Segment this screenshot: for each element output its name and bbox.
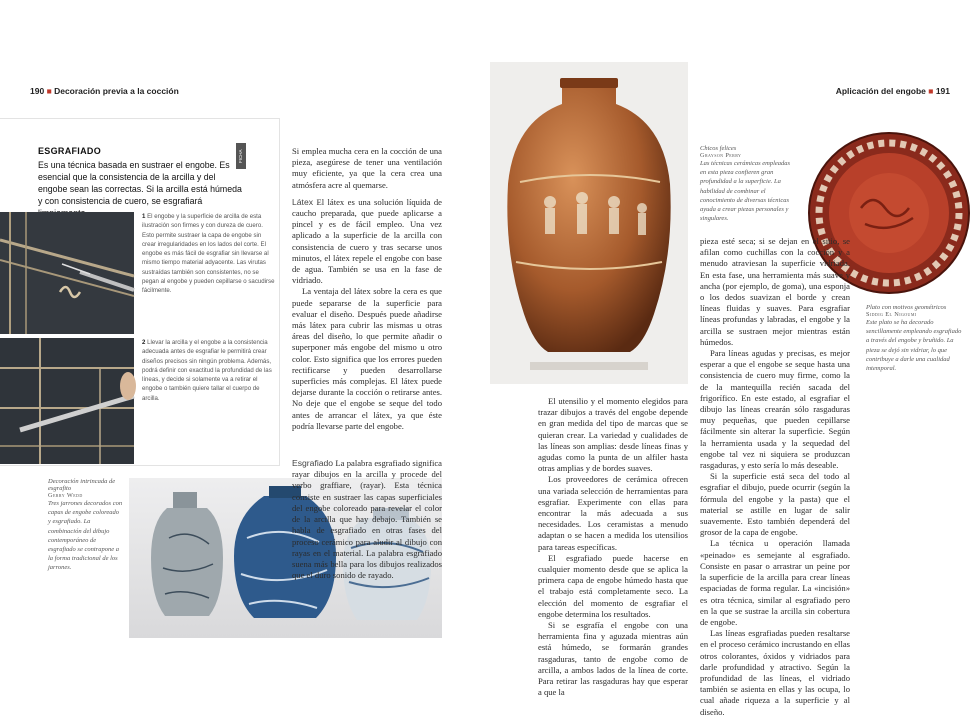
vases-caption-artist: Gerry Wedd — [48, 492, 83, 499]
esgrafiado-term: Esgrafiado — [292, 458, 334, 469]
vases-caption — [48, 478, 123, 573]
latex-paragraph — [292, 197, 442, 287]
right-header-title: Aplicación del engobe — [835, 86, 926, 96]
left-page-number: 190 — [30, 86, 45, 96]
latex-advantage-paragraph: La ventaja del látex sobre la cera es que puede separarse de la superficie para evaluar el diseño. Después puede añadirse más látex para cubrir las mismas u otras áreas del diseño, lo que permite añadir o superponer más engobe del mismo u otro color. Esto significa que los errores pueden rectificarse y pueden desarrollarse superficies más complejas. El látex puede dejarse durante la cocción o retirarse antes. No deje que el engobe se seque del todo antes de arrancar el látex, ya que éste podría llevarse parte del engobe. — [292, 286, 442, 431]
combing-paragraph: La técnica u operación llamada «peinado» es semejante al esgrafiado. Consiste en pasar o arrastrar un peine por la superficie de la arcilla para crear líneas espaciadas de forma regular. La «incisión» es otra técnica, similar al esgrafiado pero en la que se sustrae la arcilla sin cobertura de engobe. — [700, 538, 850, 627]
sharp-lines-paragraph: Para líneas agudas y precisas, es mejor esperar a que el engobe se seque hasta una consistencia de cuero muy firme, como la de la mantequilla recién sacada del frigorífico. En este estado, al esgrafiar el dibujo las líneas crearán sólo rasgaduras muy pequeñas, que pueden cepillarse fácilmente sin alterar la superficie. Según la herramienta usada y la sequedad del engobe tal vez ni siquiera se produzcan rasgaduras, y esto sería lo más deseable. — [700, 348, 850, 471]
left-header-title: Decoración previa a la cocción — [54, 86, 179, 96]
timing-paragraph: El esgrafiado puede hacerse en cualquier momento desde que se aplica la primera capa de engobe húmedo hasta que el trabajo está completamente seco. La elección del momento de esgrafiar el engobe determina los resultados. — [538, 552, 688, 619]
right-page-header — [770, 86, 950, 96]
step-1-text — [142, 212, 276, 296]
left-text-column — [292, 146, 442, 581]
technique-lead: Es una técnica basada en sustraer el engobe. Es esencial que la consistencia de la arcilla y del engobe sean las correctas. Si la arcilla está húmeda y con consistencia de cuero, se esgrafiará — [38, 160, 242, 206]
step-2-number: 2 — [142, 339, 146, 346]
technique-title: ESGRAFIADO — [38, 146, 102, 156]
right-text-column-2 — [700, 236, 850, 718]
perry-caption-artist: Grayson Perry — [700, 152, 742, 159]
right-page-number: 191 — [935, 86, 950, 96]
dry-surface-paragraph: Si la superficie está seca del todo al esgrafiar el dibujo, puede ocurrir (según la fórmula del engobe y la pasta) que el material se astille en lugar de salir suavemente. Esto también dependerá del grosor de la capa de engobe. — [700, 471, 850, 538]
wax-paragraph: Si emplea mucha cera en la cocción de una pieza, asegúrese de tener una ventilación muy eficiente, ya que la cera crea una atmósfera acre al quemarse. — [292, 146, 442, 190]
wet-slip-paragraph: Si se esgrafía el engobe con una herramienta fina y aguzada mientras aún está húmedo, se formarán grandes rasgaduras, tanto de engobe como de arcilla, a ambos lados de la línea de corte. Para retirar las rasgaduras hay que esperar a que la — [538, 620, 688, 698]
right-header-separator: ■ — [928, 86, 934, 96]
plate-caption — [866, 304, 966, 373]
perry-caption-text: Las técnicas cerámicas empleadas en esta pieza confieren gran profundidad a la superficie. La habilidad de combinar el conocimiento de diversas técnicas ayuda a crear piezas personales y singulares. — [700, 160, 791, 223]
latex-term: Látex — [292, 196, 314, 207]
vases-caption-title: Decoración intrincada de esgrafito — [48, 478, 116, 492]
right-text-column-1 — [538, 396, 688, 698]
latex-text: El látex es una solución líquida de caucho preparada, que puede aplicarse a pincel y es de fácil empleo. Una vez aplicado a la superficie de la arcilla con consistencia de cuero y tras secarse unos minutos, el látex repele el engobe con base de agua. También se usa en la fase de vidriado. — [292, 196, 442, 286]
tools-paragraph: El utensilio y el momento elegidos para trazar dibujos a través del engobe depende en gran medida del tipo de marcas que se quieran crear. La variedad y cualidades de las líneas son amplias: desde líneas finas y agudas como la punta de un alfiler hasta otras amplias y de bordes suaves. — [538, 396, 688, 474]
large-vase-photo — [490, 62, 688, 384]
plate-caption-text: Este plato se ha decorado sencillamente empleando esgrafiado a través del engobe y bruñido. La pieza se dejó sin vidriar, lo que contribuye a darle una cualidad intemporal. — [866, 319, 962, 373]
step-1-body: El engobe y la superficie de arcilla de esta ilustración son firmes y con dureza de cuero. Esto permite sustraer la capa de engobe sin crear irregularidades en los lados del corte. El engobe es más fácil de esgrafiar sin llevarse al mismo tiempo material adyacente. Las virutas sustraídas también son consistentes, no se pegan al engobe y pueden cepillarse o sacudirse fácilmente. — [142, 213, 275, 295]
step-1-number: 1 — [142, 213, 146, 220]
step-1-photo — [0, 212, 134, 334]
esgrafiado-paragraph — [292, 458, 442, 581]
technique-tab: FICHA TÉCNICA — [236, 143, 246, 169]
dry-piece-paragraph: pieza esté seca; si se dejan en el sitio, se afilan como cuchillas con la cocción y a menudo atraviesan la superficie vidriada. En esta fase, una herramienta más suave y ancha (por ejemplo, de goma), una esponja o los dedos suavizan el borde y crean líneas fluidas y suaves. Para esgrafiar líneas profundas y labradas, el engobe y la arcilla se sustraen mejor mientras están húmedos. — [700, 236, 850, 347]
step-2-text — [142, 338, 276, 403]
step-2-body: Llevar la arcilla y el engobe a la consistencia adecuada antes de esgrafiar le permitirá crear diseños precisos sin ningún problema. Además, podrá definir con exactitud la profundidad de las líneas, y decide si solamente va a retirar el engobe o también quiere tallar el cuerpo de arcilla. — [142, 339, 272, 402]
step-1-illustration — [0, 212, 134, 334]
perry-caption-title: Chicos felices — [700, 145, 737, 152]
suppliers-paragraph: Los proveedores de cerámica ofrecen una variada selección de herramientas para esgrafiar. Experimente con ellas para encontrar la más adecuada a sus necesidades. Los ceramistas a menudo adaptan o se hacen a medida los utensilios para tareas específicas. — [538, 474, 688, 552]
left-page-header — [30, 86, 290, 96]
perry-caption — [700, 145, 796, 223]
highlight-paragraph: Las líneas esgrafiadas pueden resaltarse en el proceso cerámico incrustando en ellas otros colorantes, óxidos y vidriados para darle profundidad y atractivo. Según la profundidad de las líneas, el vidriado también se asienta en ellas y las ocupa, lo cual añade riqueza a la superficie y al diseño. — [700, 628, 850, 717]
plate-caption-title: Plato con motivos geométricos — [866, 304, 947, 311]
left-header-separator: ■ — [46, 86, 52, 96]
large-vase-illustration — [490, 62, 688, 384]
vases-caption-text: Tres jarrones decorados con capas de engobe coloreado y esgrafiado. La combinación del dibujo contemporáneo de esgrafiado se contrapone a la forma tradicional de los jarrones. — [48, 500, 123, 572]
esgrafiado-text: La palabra esgrafiado significa rayar dibujos en la arcilla y procede del verbo graffiare, (rayar). Esta técnica consiste en sustraer las capas superficiales del engobe coloreado para revelar el color de la arcilla que hay debajo. También se habla de esgrafiado en otras fases del proceso cerámico para aludir al dibujo con rayas en el material. La palabra esgrafiado suena más bella para los dibujos realizados que el duro sonido de rayado. — [292, 458, 442, 581]
step-2-photo — [0, 338, 134, 464]
step-2-illustration — [0, 338, 134, 464]
plate-caption-artist: Siddig El Nigoumi — [866, 311, 917, 318]
